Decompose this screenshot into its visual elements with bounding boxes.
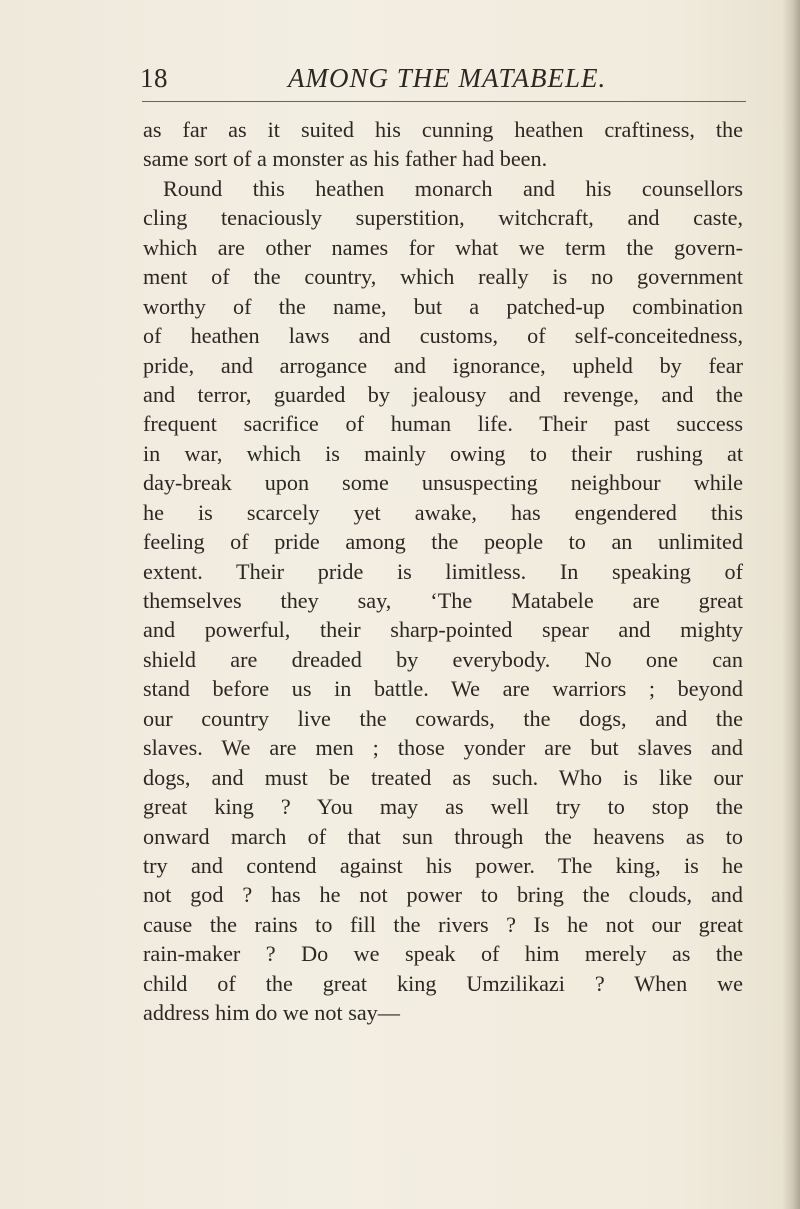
text-line: feeling of pride among the people to an unlimited: [143, 529, 743, 555]
text-line: which are other names for what we term the govern-: [143, 234, 743, 260]
text-line: as far as it suited his cunning heathen craftiness, the: [143, 117, 743, 142]
text-line: slaves. We are men ; those yonder are but slaves and: [143, 735, 743, 761]
text-line: shield are dreaded by everybody. No one can: [143, 646, 743, 672]
text-line: stand before us in battle. We are warriors ; beyond: [143, 676, 743, 702]
text-line: dogs, and must be treated as such. Who is like our: [143, 764, 743, 790]
page-number: 18: [140, 63, 168, 93]
body-text: [143, 115, 743, 1028]
page-edge-shadow: [782, 0, 800, 1209]
text-line: and terror, guarded by jealousy and revenge, and the: [143, 381, 743, 407]
text-line: try and contend against his power. The king, is he: [143, 852, 743, 878]
running-title: AMONG THE MATABELE.: [288, 63, 607, 93]
text-line: of heathen laws and customs, of self-conceitedness,: [143, 323, 743, 349]
text-line: in war, which is mainly owing to their rushing at: [143, 440, 743, 466]
running-head: [140, 63, 740, 103]
text-line: and powerful, their sharp-pointed spear and mighty: [143, 617, 743, 643]
text-line: cling tenaciously superstition, witchcraft, and caste,: [143, 205, 743, 231]
text-line: day-break upon some unsuspecting neighbour while: [143, 470, 743, 496]
text-line: not god ? has he not power to bring the clouds, and: [143, 882, 743, 908]
text-line: child of the great king Umzilikazi ? When we: [143, 970, 743, 996]
text-line: onward march of that sun through the heavens as to: [143, 823, 743, 849]
text-line: extent. Their pride is limitless. In speaking of: [143, 558, 743, 584]
text-line: same sort of a monster as his father had been.: [143, 146, 548, 172]
text-line: Round this heathen monarch and his counsellors: [163, 175, 743, 201]
text-line: great king ? You may as well try to stop the: [143, 794, 743, 820]
text-line: ment of the country, which really is no government: [143, 264, 743, 290]
text-line: frequent sacrifice of human life. Their past success: [143, 411, 743, 437]
text-line: worthy of the name, but a patched-up combination: [143, 293, 743, 319]
text-line: our country live the cowards, the dogs, and the: [143, 705, 743, 731]
text-line: address him do we not say—: [143, 1000, 400, 1026]
text-line: cause the rains to fill the rivers ? Is he not our great: [143, 911, 743, 937]
text-line: pride, and arrogance and ignorance, upheld by fear: [143, 352, 743, 378]
text-line: he is scarcely yet awake, has engendered this: [143, 499, 743, 525]
text-line: themselves they say, ‘The Matabele are great: [143, 588, 743, 613]
header-rule: [142, 101, 746, 102]
text-line: rain-maker ? Do we speak of him merely as the: [143, 941, 743, 967]
